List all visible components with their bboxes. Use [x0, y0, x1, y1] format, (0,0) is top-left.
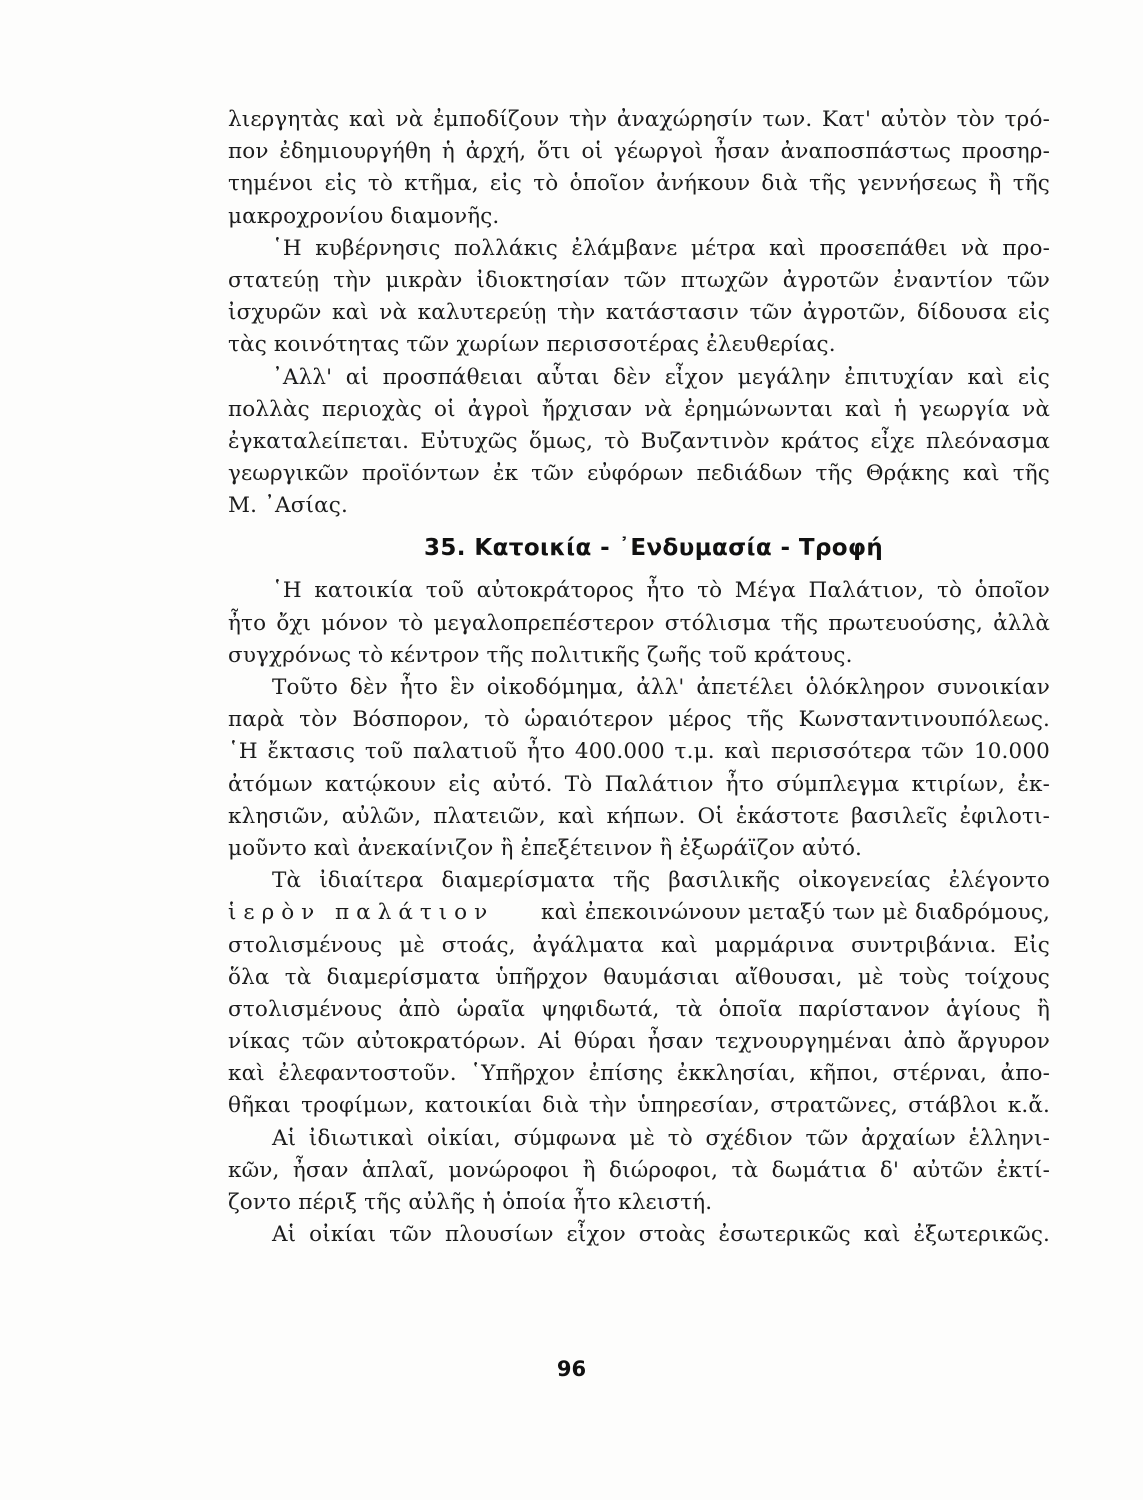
- text-line: παρὰ τὸν Βόσπορον, τὸ ὡραιότερον μέρος τῆς Κωνσταντινουπόλεως.: [228, 707, 1050, 733]
- text-line: ῾Η ἔκτασις τοῦ παλατιοῦ ἦτο 400.000 τ.μ. καὶ περισσότερα τῶν 10.000: [228, 739, 1050, 765]
- text-line: συγχρόνως τὸ κέντρον τῆς πολιτικῆς ζωῆς τοῦ κράτους.: [228, 642, 853, 668]
- text-line: Τοῦτο δὲν ἦτο ἓν οἰκοδόμημα, ἀλλ' ἀπετέλει ὁλόκληρον συνοικίαν: [272, 675, 1050, 700]
- text-line: Μ. ᾿Ασίας.: [228, 493, 348, 519]
- page-number: 96: [556, 1357, 587, 1381]
- text-line: πον ἐδημιουργήθη ἡ ἀρχή, ὅτι οἱ γέωργοὶ ἦσαν ἀναποσπάστως προσηρ-: [228, 139, 1050, 165]
- text-fragment: καὶ ἐπεκοινώνουν μεταξύ των μὲ διαδρόμους,: [541, 900, 1050, 926]
- text-line: ζοντο πέριξ τῆς αὐλῆς ἡ ὁποία ἦτο κλειστή.: [228, 1190, 713, 1215]
- text-line: στολισμένους ἀπὸ ὡραῖα ψηφιδωτά, τὰ ὁποῖα παρίστανον ἁγίους ἢ: [228, 996, 1050, 1022]
- text-line: κλησιῶν, αὐλῶν, πλατειῶν, καὶ κήπων. Οἱ ἑκάστοτε βασιλεῖς ἐφιλοτι-: [228, 803, 1050, 829]
- text-line: ἀτόμων κατῴκουν εἰς αὐτό. Τὸ Παλάτιον ἦτο σύμπλεγμα κτιρίων, ἐκ-: [228, 771, 1050, 797]
- text-line-with-spaced-term: [228, 897, 1050, 929]
- text-line: καὶ ἐλεφαντοστοῦν. ῾Υπῆρχον ἐπίσης ἐκκλησίαι, κῆποι, στέρναι, ἀπο-: [228, 1061, 1050, 1087]
- text-line: τημένοι εἰς τὸ κτῆμα, εἰς τὸ ὁποῖον ἀνήκουν διὰ τῆς γεννήσεως ἢ τῆς: [228, 171, 1050, 197]
- text-line: μοῦντο καὶ ἀνεκαίνιζον ἢ ἐπεξέτεινον ἢ ἐξωράϊζον αὐτό.: [228, 835, 863, 861]
- text-line: νίκας τῶν αὐτοκρατόρων. Αἱ θύραι ἦσαν τεχνουργημέναι ἀπὸ ἄργυρον: [228, 1029, 1050, 1055]
- text-line: τὰς κοινότητας τῶν χωρίων περισσοτέρας ἐλευθερίας.: [228, 332, 836, 358]
- text-line: λιεργητὰς καὶ νὰ ἐμποδίζουν τὴν ἀναχώρησίν των. Κατ' αὐτὸν τὸν τρό-: [228, 107, 1050, 132]
- text-line: ἐγκαταλείπεται. Εὐτυχῶς ὅμως, τὸ Βυζαντινὸν κράτος εἶχε πλεόνασμα: [228, 428, 1050, 454]
- text-line: ἦτο ὄχι μόνον τὸ μεγαλοπρεπέστερον στόλισμα τῆς πρωτευούσης, ἀλλὰ: [228, 610, 1050, 636]
- spaced-term: ἱερὸν παλάτιον: [228, 900, 495, 926]
- text-line: Αἱ οἰκίαι τῶν πλουσίων εἶχον στοὰς ἐσωτερικῶς καὶ ἐξωτερικῶς.: [272, 1222, 1050, 1248]
- text-line: ὅλα τὰ διαμερίσματα ὑπῆρχον θαυμάσιαι αἴθουσαι, μὲ τοὺς τοίχους: [228, 964, 1050, 990]
- text-line: κῶν, ἦσαν ἁπλαῖ, μονώροφοι ἢ διώροφοι, τὰ δωμάτια δ' αὐτῶν ἐκτί-: [228, 1157, 1050, 1183]
- body-text: [228, 104, 1050, 1251]
- text-line: ᾿Αλλ' αἱ προσπάθειαι αὗται δὲν εἶχον μεγάλην ἐπιτυχίαν καὶ εἰς: [272, 364, 1050, 390]
- text-line: στατεύῃ τὴν μικρὰν ἰδιοκτησίαν τῶν πτωχῶν ἀγροτῶν ἐναντίον τῶν: [228, 267, 1050, 293]
- text-line: ῾Η κυβέρνησις πολλάκις ἐλάμβανε μέτρα καὶ προσεπάθει νὰ προ-: [272, 235, 1050, 261]
- text-line: θῆκαι τροφίμων, κατοικίαι διὰ τὴν ὑπηρεσίαν, στρατῶνες, στάβλοι κ.ἄ.: [228, 1093, 1050, 1119]
- text-line: στολισμένους μὲ στοάς, ἀγάλματα καὶ μαρμάρινα συντριβάνια. Εἰς: [228, 932, 1050, 958]
- section-heading: 35. Κατοικία - ᾿Ενδυμασία - Τροφή: [424, 535, 884, 562]
- text-line: ῾Η κατοικία τοῦ αὐτοκράτορος ἦτο τὸ Μέγα Παλάτιον, τὸ ὁποῖον: [272, 578, 1050, 604]
- text-line: ἰσχυρῶν καὶ νὰ καλυτερεύῃ τὴν κατάστασιν τῶν ἀγροτῶν, δίδουσα εἰς: [228, 300, 1050, 326]
- text-line: γεωργικῶν προϊόντων ἐκ τῶν εὐφόρων πεδιάδων τῆς Θρᾴκης καὶ τῆς: [228, 461, 1050, 487]
- text-line: Αἱ ἰδιωτικαὶ οἰκίαι, σύμφωνα μὲ τὸ σχέδιον τῶν ἀρχαίων ἑλληνι-: [272, 1125, 1050, 1151]
- text-line: πολλὰς περιοχὰς οἱ ἀγροὶ ἤρχισαν νὰ ἐρημώνωνται καὶ ἡ γεωργία νὰ: [228, 396, 1050, 422]
- text-line: μακροχρονίου διαμονῆς.: [228, 203, 500, 229]
- text-line: Τὰ ἰδιαίτερα διαμερίσματα τῆς βασιλικῆς οἰκογενείας ἐλέγοντο: [272, 868, 1050, 894]
